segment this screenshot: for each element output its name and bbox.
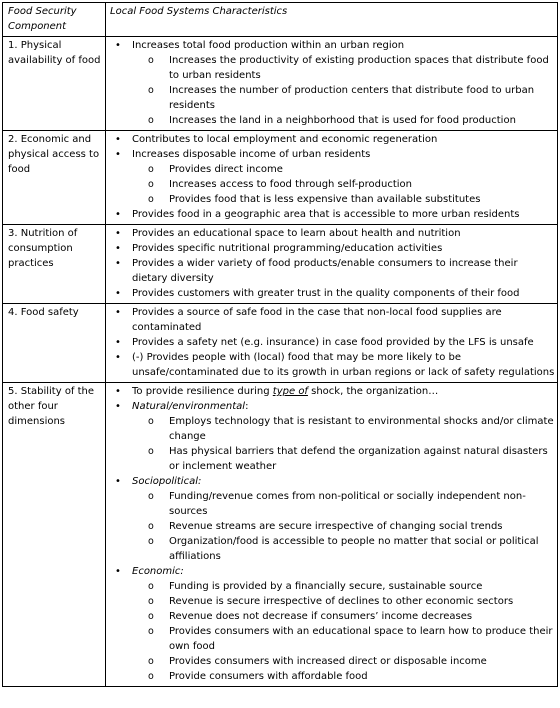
- list-item: [132, 305, 555, 335]
- component-cell: 5. Stability of the other four dimensions: [3, 383, 106, 687]
- list-item-text: Increases disposable income of urban residents: [132, 149, 371, 160]
- sub-list-item: o Provide consumers with affordable food: [169, 669, 555, 684]
- group-item: [132, 399, 555, 474]
- list-item: [132, 132, 555, 147]
- characteristics-list: [110, 132, 555, 222]
- sub-list-item: o Revenue streams are secure irrespective of changing social trends: [169, 519, 555, 534]
- characteristics-cell: [106, 131, 558, 225]
- header-row: [3, 3, 558, 37]
- characteristics-list: [110, 38, 555, 128]
- group-label: Economic:: [132, 566, 184, 577]
- list-item-text: (-) Provides people with (local) food that may be more likely to be unsafe/contaminated due to its growth in urban regions or lack of safety regulations: [132, 352, 555, 378]
- list-item-text: Provides an educational space to learn about health and nutrition: [132, 228, 461, 239]
- intro-emphasis: type of: [272, 386, 308, 397]
- sub-list-item: o Has physical barriers that defend the organization against natural disasters or inclement weather: [169, 444, 555, 474]
- sub-list-item: o Increases the number of production centers that distribute food to urban residents: [169, 83, 555, 113]
- table-row: [3, 225, 558, 304]
- sub-list-item: o Increases the land in a neighborhood that is used for food production: [169, 113, 555, 128]
- table-body: [3, 3, 558, 687]
- list-item: [132, 256, 555, 286]
- sub-list-item: o Revenue is secure irrespective of declines to other economic sectors: [169, 594, 555, 609]
- sub-list-item: o Provides consumers with an educational space to learn how to produce their own food: [169, 624, 555, 654]
- group-label: Sociopolitical:: [132, 476, 202, 487]
- list-item-text: Contributes to local employment and economic regeneration: [132, 134, 438, 145]
- group-label-suffix: :: [245, 401, 249, 412]
- list-item-text: Provides food in a geographic area that is accessible to more urban residents: [132, 209, 520, 220]
- header-component: Food Security Component: [3, 3, 106, 37]
- component-cell: 2. Economic and physical access to food: [3, 131, 106, 225]
- component-cell: 1. Physical availability of food: [3, 37, 106, 131]
- table-row: [3, 383, 558, 687]
- list-item: [132, 38, 555, 128]
- characteristics-cell: [106, 225, 558, 304]
- header-characteristics: Local Food Systems Characteristics: [106, 3, 558, 37]
- sub-list-item: o Increases access to food through self-production: [169, 177, 555, 192]
- sub-list: [132, 489, 555, 564]
- list-item: [132, 207, 555, 222]
- sub-list: [132, 579, 555, 684]
- list-item: [132, 147, 555, 207]
- characteristics-list: [110, 226, 555, 301]
- food-security-table: [2, 2, 558, 687]
- characteristics-cell: [106, 304, 558, 383]
- sub-list-item: o Revenue does not decrease if consumers’ income decreases: [169, 609, 555, 624]
- list-item: [132, 286, 555, 301]
- characteristics-list: [110, 305, 555, 380]
- component-cell: 4. Food safety: [3, 304, 106, 383]
- table-row: [3, 304, 558, 383]
- sub-list: [132, 162, 555, 207]
- list-item: [132, 226, 555, 241]
- characteristics-list: [110, 384, 555, 684]
- group-item: [132, 564, 555, 684]
- list-item-text: Provides customers with greater trust in the quality components of their food: [132, 288, 520, 299]
- list-item: [132, 335, 555, 350]
- list-item-text: Increases total food production within an urban region: [132, 40, 405, 51]
- sub-list-item: o Employs technology that is resistant to environmental shocks and/or climate change: [169, 414, 555, 444]
- sub-list-item: o Increases the productivity of existing production spaces that distribute food to urban residents: [169, 53, 555, 83]
- sub-list-item: o Funding/revenue comes from non-political or socially independent non-sources: [169, 489, 555, 519]
- component-cell: 3. Nutrition of consumption practices: [3, 225, 106, 304]
- sub-list-item: o Funding is provided by a financially secure, sustainable source: [169, 579, 555, 594]
- list-item-text: Provides specific nutritional programming/education activities: [132, 243, 443, 254]
- group-item: [132, 474, 555, 564]
- sub-list-item: o Provides consumers with increased direct or disposable income: [169, 654, 555, 669]
- list-item-intro: [132, 384, 555, 399]
- characteristics-cell: [106, 383, 558, 687]
- group-label: Natural/environmental: [132, 401, 246, 412]
- sub-list-item: o Provides direct income: [169, 162, 555, 177]
- intro-after: shock, the organization…: [307, 386, 439, 397]
- intro-before: To provide resilience during: [132, 386, 273, 397]
- list-item: [132, 241, 555, 256]
- sub-list-item: o Organization/food is accessible to people no matter that social or political affiliations: [169, 534, 555, 564]
- sub-list: [132, 414, 555, 474]
- list-item-text: Provides a wider variety of food products/enable consumers to increase their dietary diversity: [132, 258, 518, 284]
- table-row: [3, 37, 558, 131]
- sub-list: [132, 53, 555, 128]
- list-item-text: Provides a safety net (e.g. insurance) in case food provided by the LFS is unsafe: [132, 337, 534, 348]
- list-item-text: Provides a source of safe food in the case that non-local food supplies are contaminated: [132, 307, 502, 333]
- table-row: [3, 131, 558, 225]
- list-item: [132, 350, 555, 380]
- sub-list-item: o Provides food that is less expensive than available substitutes: [169, 192, 555, 207]
- characteristics-cell: [106, 37, 558, 131]
